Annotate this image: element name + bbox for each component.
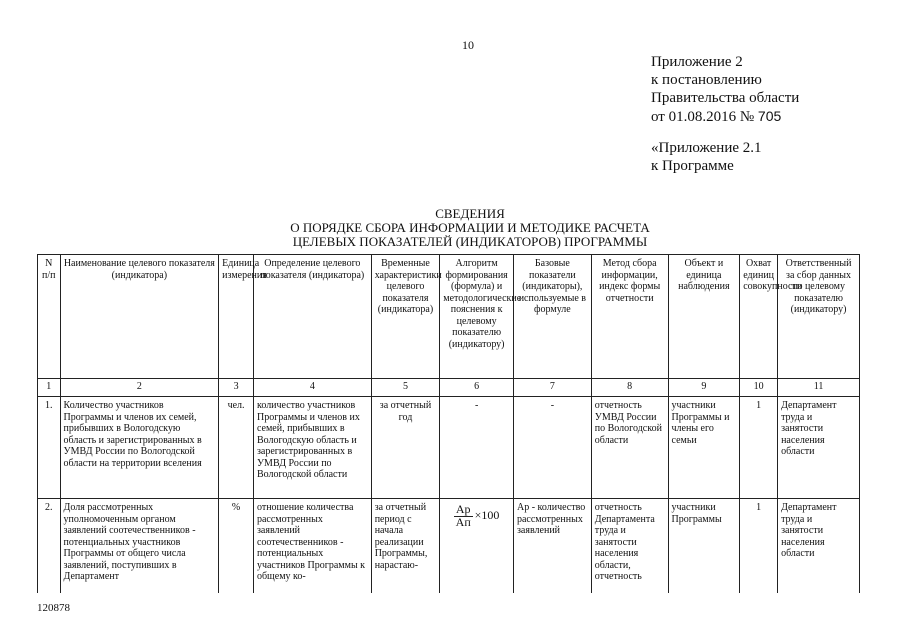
definition: отношение количества рассмотренных заявлений соотечественников - потенциальных участников Программы к общему ко-: [253, 499, 371, 594]
header-cell: Охват единиц совокупности: [740, 255, 778, 379]
header-row: [38, 255, 860, 379]
header-cell: Базовые показатели (индикаторы), используемые в формуле: [513, 255, 591, 379]
column-number-row: [38, 379, 860, 397]
column-number: 5: [371, 379, 440, 397]
formula-denominator: Ап: [455, 514, 471, 529]
collection-method: отчетность Департамента труда и занятости населения области, отчетность: [591, 499, 668, 594]
time-characteristic: за отчетный год: [371, 397, 440, 499]
column-number: 9: [668, 379, 740, 397]
column-number: 2: [60, 379, 219, 397]
indicator-name: Количество участников Программы и членов их семей, прибывших в Вологодскую область и зарегистрированных в УМВД России по Вологодской области на территории вселения: [60, 397, 219, 499]
formula: [454, 504, 499, 528]
column-number: 7: [513, 379, 591, 397]
attachment-line: Правительства области: [651, 90, 800, 106]
indicator-name: Доля рассмотренных уполномоченным органом заявлений соотечественников - потенциальных участников Программы от общего числа заявлений, поступивших в Департамент: [60, 499, 219, 594]
table-row: [38, 499, 860, 594]
indicators-table: [37, 254, 860, 593]
title-line: О ПОРЯДКЕ СБОРА ИНФОРМАЦИИ И МЕТОДИКЕ РАСЧЕТА: [290, 220, 650, 235]
header-cell: Определение целевого показателя (индикатора): [253, 255, 371, 379]
unit: %: [219, 499, 254, 594]
formula-numerator: Ар: [455, 502, 471, 516]
program-attachment-line: к Программе: [651, 158, 734, 174]
collection-method: отчетность УМВД России по Вологодской области: [591, 397, 668, 499]
responsible: Департамент труда и занятости населения области: [778, 499, 860, 594]
algorithm: -: [440, 397, 514, 499]
attachment-line: к постановлению: [651, 72, 762, 88]
column-number: 1: [38, 379, 61, 397]
header-cell: Алгоритм формирования (формула) и методологические пояснения к целевому показателю (индикатору): [440, 255, 514, 379]
header-cell: Наименование целевого показателя (индикатора): [60, 255, 219, 379]
row-number: 2.: [38, 499, 61, 594]
page-number: 10: [462, 38, 474, 52]
header-cell: Единица измерения: [219, 255, 254, 379]
base-indicators: -: [513, 397, 591, 499]
header-cell: Объект и единица наблюдения: [668, 255, 740, 379]
attachment-date: от 01.08.2016 №: [651, 109, 755, 125]
column-number: 8: [591, 379, 668, 397]
row-number: 1.: [38, 397, 61, 499]
column-number: 4: [253, 379, 371, 397]
attachment-number: 705: [757, 108, 782, 124]
column-number: 6: [440, 379, 514, 397]
title-line: СВЕДЕНИЯ: [435, 206, 505, 221]
header-cell: Временные характеристики целевого показателя (индикатора): [371, 255, 440, 379]
document-title: [250, 207, 690, 249]
footer-code: 120878: [37, 602, 70, 614]
column-number: 11: [778, 379, 860, 397]
title-line: ЦЕЛЕВЫХ ПОКАЗАТЕЛЕЙ (ИНДИКАТОРОВ) ПРОГРАММЫ: [292, 234, 648, 249]
program-attachment-line: «Приложение 2.1: [651, 140, 762, 156]
definition: количество участников Программы и членов их семей, прибывших в Вологодскую область и зарегистрированных в УМВД России по Вологодской области: [253, 397, 371, 499]
base-indicators: Ар - количество рассмотренных заявлений: [513, 499, 591, 594]
responsible: Департамент труда и занятости населения области: [778, 397, 860, 499]
header-cell: Ответственный за сбор данных по целевому показателю (индикатору): [778, 255, 860, 379]
attachment-date-line: [651, 107, 799, 126]
formula-multiplier: ×100: [474, 508, 500, 523]
observation-object: участники Программы и члены его семьи: [668, 397, 740, 499]
attachment-header: [651, 53, 799, 126]
unit: чел.: [219, 397, 254, 499]
column-number: 10: [740, 379, 778, 397]
time-characteristic: за отчетный период с начала реализации Программы, нарастаю-: [371, 499, 440, 594]
header-cell: Метод сбора информации, индекс формы отчетности: [591, 255, 668, 379]
coverage: 1: [740, 499, 778, 594]
program-attachment: [651, 139, 762, 175]
table-row: [38, 397, 860, 499]
observation-object: участники Программы: [668, 499, 740, 594]
column-number: 3: [219, 379, 254, 397]
algorithm: [440, 499, 514, 594]
coverage: 1: [740, 397, 778, 499]
header-cell: N п/п: [38, 255, 61, 379]
attachment-line: Приложение 2: [651, 54, 743, 70]
formula-fraction: [454, 504, 473, 528]
